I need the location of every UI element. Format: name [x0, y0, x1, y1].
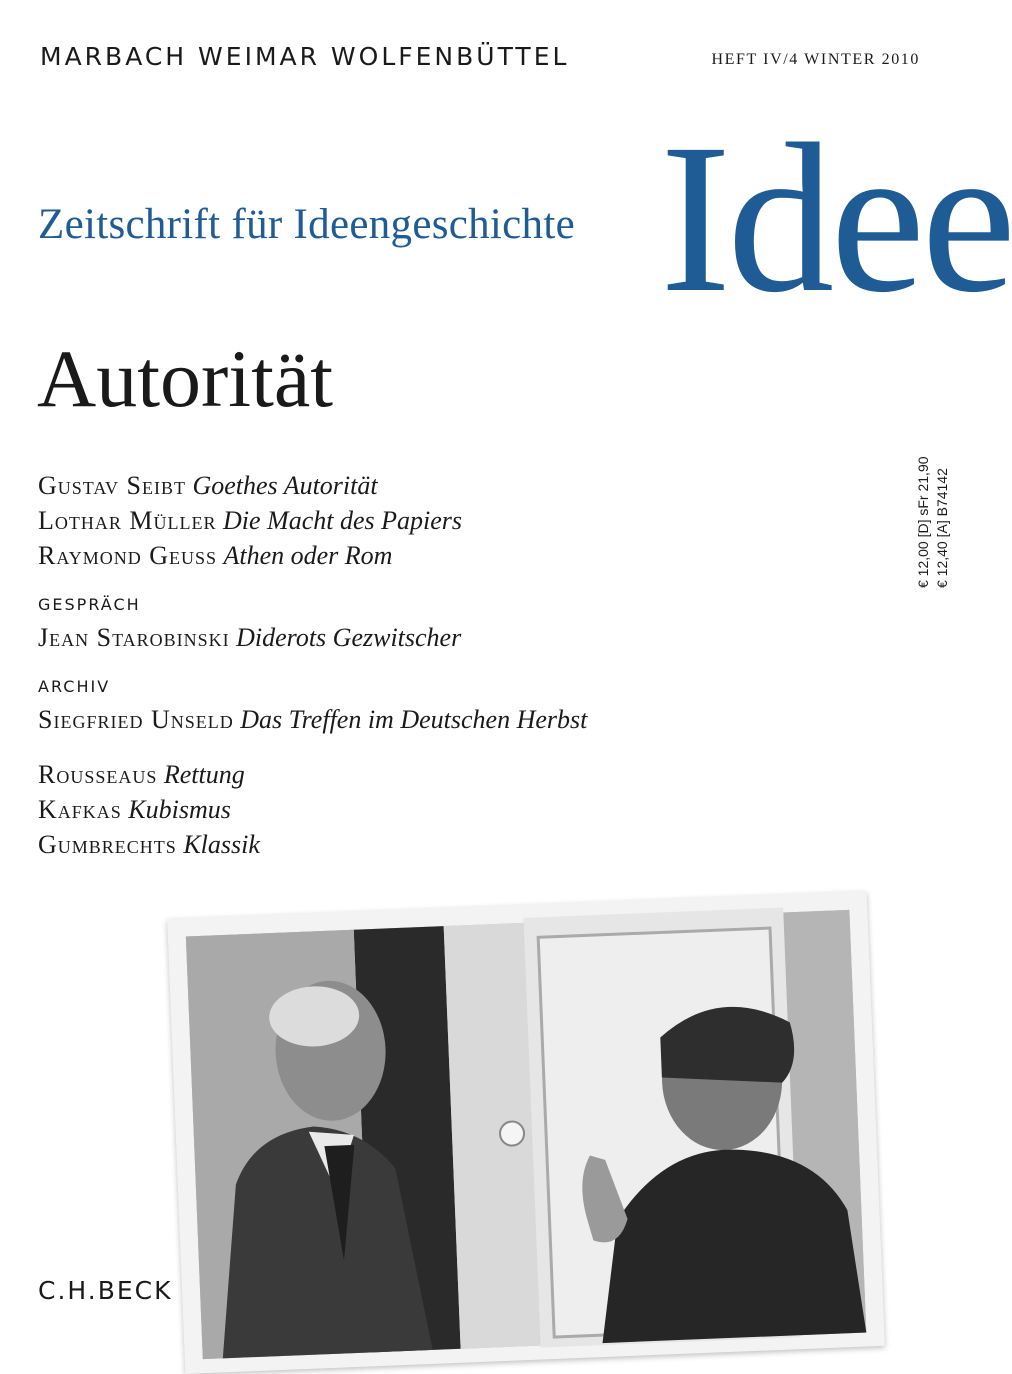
toc-entry — [38, 757, 678, 792]
publisher-logo: C.H.BECK — [38, 1276, 173, 1305]
toc-author: Kafkas — [38, 795, 122, 824]
toc-entry — [38, 468, 678, 503]
toc-entry — [38, 792, 678, 827]
toc-author: Gumbrechts — [38, 830, 177, 859]
header-bar — [40, 42, 920, 76]
toc-title: Athen oder Rom — [223, 541, 393, 570]
toc-title: Die Macht des Papiers — [223, 506, 463, 535]
issue-theme: Autorität — [37, 333, 334, 424]
cover-photo-frame — [167, 891, 885, 1374]
toc-title: Das Treffen im Deutschen Herbst — [240, 705, 588, 734]
toc-author: Jean Starobinski — [38, 623, 230, 652]
toc-title: Klassik — [183, 830, 260, 859]
door-handle — [500, 1121, 525, 1146]
toc-author: Gustav Seibt — [38, 471, 186, 500]
toc-title: Goethes Autorität — [192, 471, 378, 500]
toc-author: Lothar Müller — [38, 506, 217, 535]
toc-entry — [38, 538, 678, 573]
price-line: € 12,00 [D] sFr 21,90 — [915, 456, 931, 588]
toc-title: Rettung — [163, 760, 245, 789]
toc-entry — [38, 702, 678, 737]
price-block — [914, 456, 952, 588]
toc-author: Siegfried Unseld — [38, 705, 234, 734]
journal-logo: Idee — [660, 100, 1012, 337]
toc-author: Rousseaus — [38, 760, 158, 789]
photo-illustration — [186, 910, 866, 1359]
toc-title: Diderots Gezwitscher — [236, 623, 462, 652]
table-of-contents — [38, 468, 678, 862]
section-label-archiv: ARCHIV — [38, 677, 111, 696]
toc-author: Raymond Geuss — [38, 541, 217, 570]
issue-info: HEFT IV/4 WINTER 2010 — [711, 51, 920, 68]
price-line: € 12,40 [A] B74142 — [934, 468, 950, 588]
cover-photo — [186, 910, 866, 1359]
section-label-gespraech: GESPRÄCH — [38, 595, 141, 614]
toc-entry — [38, 503, 678, 538]
toc-title: Kubismus — [128, 795, 231, 824]
toc-entry — [38, 827, 678, 862]
publisher-places: MARBACH WEIMAR WOLFENBÜTTEL — [40, 42, 570, 71]
journal-subtitle: Zeitschrift für Ideengeschichte — [38, 201, 575, 248]
toc-entry — [38, 620, 678, 655]
